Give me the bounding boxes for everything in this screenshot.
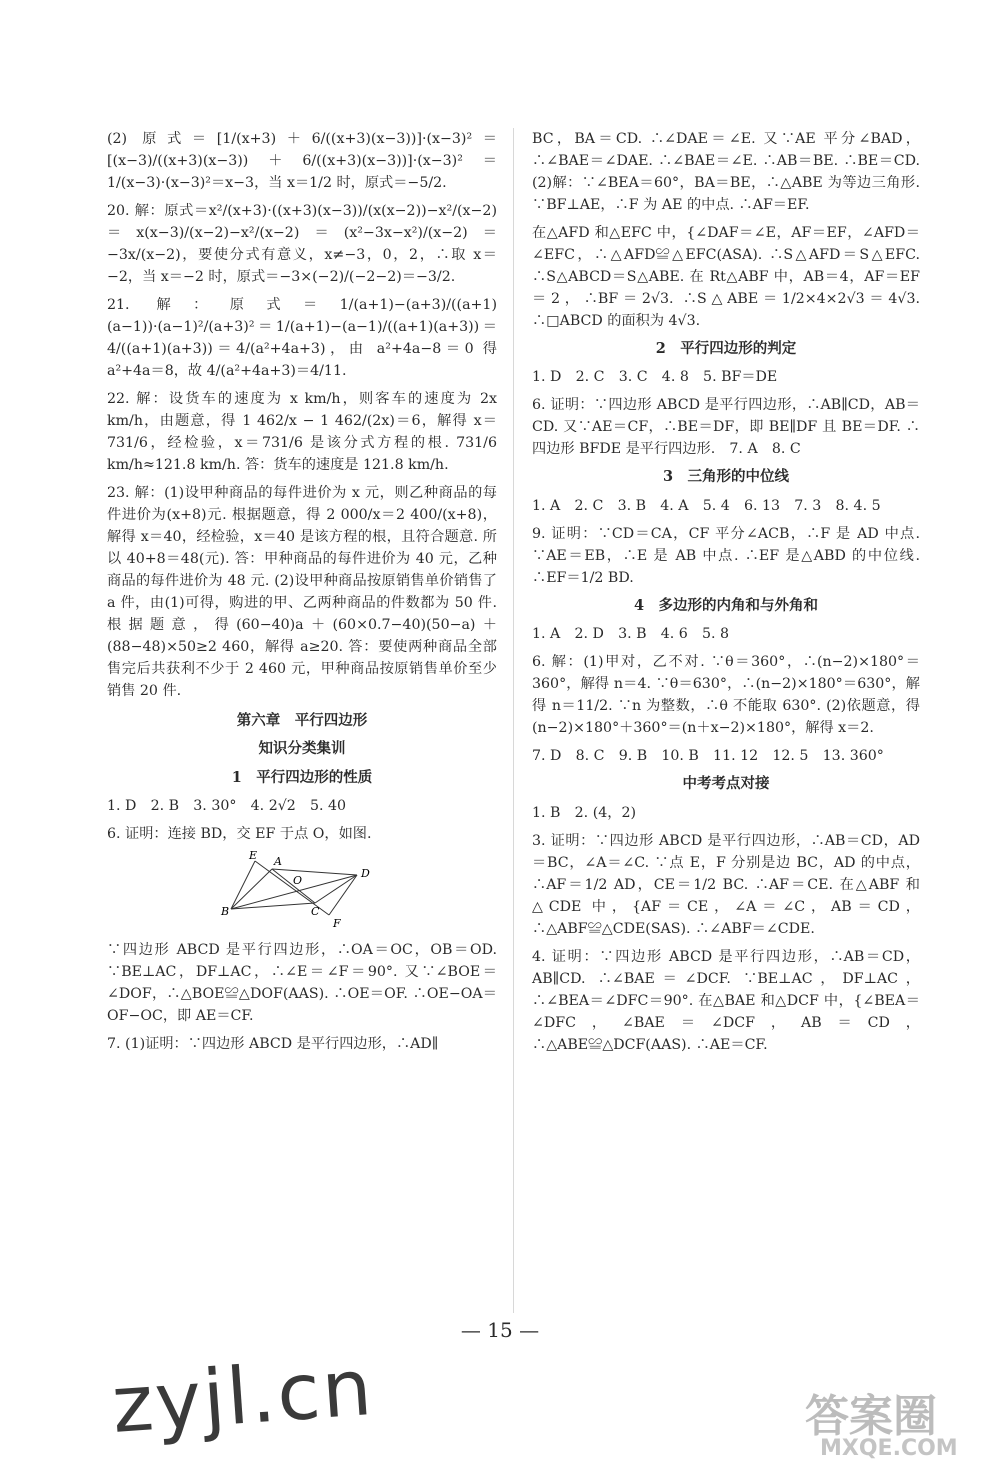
left-paragraph-12: 7. (1)证明：∵四边形 ABCD 是平行四边形，∴AD∥ (107, 1036, 439, 1053)
right-column (532, 128, 920, 1062)
figure-label-O: O (293, 874, 303, 888)
left-paragraph-11: ∵四边形 ABCD 是平行四边形，∴OA＝OC，OB＝OD. ∵BE⊥AC，DF⊥AC，∴∠E＝∠F＝90°. 又∵∠BOE＝∠DOF，∴△BOE≌△DOF(AAS). ∴OE＝OF. ∴OE−OA＝OF−OC，即 AE＝CF. (107, 942, 497, 1025)
right-paragraph-0: BC，BA＝CD. ∴∠DAE＝∠E. 又∵AE 平分∠BAD，∴∠BAE＝∠DAE. ∴∠BAE＝∠E. ∴AB＝BE. ∴BE＝CD. (2)解：∵∠BEA＝60°，BA＝BE，∴△ABE 为等边三角形. ∵BF⊥AE，∴F 为 AE 的中点. ∴AF＝EF. (532, 131, 920, 213)
figure-label-B: B (221, 905, 230, 919)
watermark-mxqe: MXQE.COM (820, 1436, 958, 1461)
right-paragraph-6: 1. A 2. C 3. B 4. A 5. 4 6. 13 7. 3 8. 4. 5 (532, 497, 881, 514)
right-paragraph-15: 4. 证明：∵四边形 ABCD 是平行四边形，∴AB＝CD，AB∥CD. ∴∠BAE＝∠DCF. ∵BE⊥AC，DF⊥AC，∴∠BEA＝∠DFC＝90°. 在△BAE 和△DCF 中，{∠BEA＝∠DFC，∠BAE＝∠DCF，AB＝CD，∴△ABE≌△DCF(AAS). ∴AE＝CF. (532, 948, 920, 1053)
left-paragraph-2: 21. 解：原式＝1/(a+1)−(a+3)/((a+1)(a−1))·(a−1)²/(a+3)²＝1/(a+1)−(a−1)/((a+1)(a+3))＝4/((a+1)(a+3))＝4/(a²+4a+3)，由 a²+4a−8＝0 得 a²+4a＝8，故 4/(a²+4a+3)＝4/11. (107, 297, 497, 379)
right-paragraph-11: 7. D 8. C 9. B 10. B 11. 12 12. 5 13. 360° (532, 748, 884, 765)
right-paragraph-1: 在△AFD 和△EFC 中，{∠DAF＝∠E，AF＝EF，∠AFD＝∠EFC，∴△AFD≌△EFC(ASA). ∴S△AFD＝S△EFC. ∴S△ABCD＝S△ABE. 在 Rt△ABF 中，AB＝4，AF＝EF＝2，∴BF＝2√3. ∴S△ABE＝1/2×4×2√3＝4√3. ∴□ABCD 的面积为 4√3. (532, 225, 920, 329)
left-heading-6: 知识分类集训 (258, 740, 346, 758)
right-heading-5: 3 三角形的中位线 (662, 468, 790, 486)
right-paragraph-9: 1. A 2. D 3. B 4. 6 5. 8 (532, 626, 730, 643)
figure-segment-BE (231, 861, 255, 909)
left-paragraph-3: 22. 解：设货车的速度为 x km/h，则客车的速度为 2x km/h，由题意，得 1 462/x − 1 462/(2x)＝6，解得 x＝731/6，经检验，x＝731/6 是该分式方程的根. 731/6 km/h≈121.8 km/h. 答：货车的速度是 121.8 km/h. (107, 391, 497, 473)
right-heading-2: 2 平行四边形的判定 (655, 340, 797, 357)
right-paragraph-7: 9. 证明：∵CD＝CA，CF 平分∠ACB，∴F 是 AD 中点. ∵AE＝EB，∴E 是 AB 中点. ∴EF 是△ABD 的中位线. ∴EF＝1/2 BD. (532, 525, 920, 586)
left-heading-7: 1 平行四边形的性质 (231, 768, 373, 786)
right-paragraph-4: 6. 证明：∵四边形 ABCD 是平行四边形，∴AB∥CD，AB＝CD. 又∵AE＝CF，∴BE＝DF，即 BE∥DF 且 BE＝DF. ∴四边形 BFDE 是平行四边形. 7. A 8. C (532, 397, 921, 458)
left-paragraph-8: 1. D 2. B 3. 30° 4. 2√2 5. 40 (107, 798, 347, 815)
right-paragraph-13: 1. B 2. (4，2) (532, 804, 637, 821)
watermark-zyjl: zyjl.cn (109, 1342, 377, 1452)
left-column (107, 128, 497, 1061)
right-paragraph-3: 1. D 2. C 3. C 4. 8 5. BF＝DE (532, 369, 778, 386)
figure-label-E: E (249, 851, 258, 863)
figure-segment-AD (272, 869, 357, 875)
figure-segment-DC (315, 875, 357, 903)
left-heading-5: 第六章 平行四边形 (236, 712, 368, 729)
right-paragraph-10: 6. 解：(1)甲对，乙不对. ∵θ＝360°，∴(n−2)×180°＝360°，解得 n＝4. ∵θ＝630°，∴(n−2)×180°＝630°，解得 n＝11/2. ∵n 为整数，∴θ 不能取 630°. (2)依题意，得(n−2)×180°＋360°＝(n＋x−2)×180°，解得 x＝2. (532, 654, 920, 737)
column-divider (513, 128, 514, 1313)
watermark-daanquan: 答案圈 (805, 1391, 937, 1442)
page-number: — 15 — (460, 1318, 540, 1342)
left-paragraph-1: 20. 解：原式＝x²/(x+3)·((x+3)(x−3))/(x(x−2))−x²/(x−2)＝x(x−3)/(x−2)−x²/(x−2)＝(x²−3x−x²)/(x−2)＝−3x/(x−2)，要使分式有意义，x≠−3，0，2，∴取 x＝−2，当 x＝−2 时，原式＝−3×(−2)/(−2−2)＝−3/2. (107, 203, 497, 285)
figure-label-D: D (361, 867, 370, 881)
right-heading-12: 中考考点对接 (682, 775, 770, 793)
left-paragraph-0: (2) 原式＝[1/(x+3)＋6/((x+3)(x−3))]·(x−3)²＝[(x−3)/((x+3)(x−3))＋6/((x+3)(x−3))]·(x−3)²＝1/(x−3)·(x−3)²＝x−3，当 x＝1/2 时，原式＝−5/2. (107, 131, 497, 191)
figure-label-C: C (311, 905, 320, 919)
figure-label-A: A (274, 855, 282, 869)
left-paragraph-9: 6. 证明：连接 BD，交 EF 于点 O，如图. (107, 826, 372, 843)
left-paragraph-4: 23. 解：(1)设甲种商品的每件进价为 x 元，则乙种商品的每件进价为(x+8)元. 根据题意，得 2 000/x＝2 400/(x+8)，解得 x＝40，经检验，x＝40 是该方程的根，且符合题意. 所以 40+8＝48(元). 答：甲种商品的每件进价为 40 元，乙种商品的每件进价为 48 元. (2)设甲种商品按原销售单价销售了 a 件，由(1)可得，购进的甲、乙两种商品的件数都为 50 件. 根据题意，得(60−40)a＋(60×0.7−40)(50−a)＋(88−48)×50≥2 460，解得 a≥20. 答：要使两种商品全部售完后共获利不少于 2 460 元，甲种商品按原销售单价至少销售 20 件. (107, 485, 497, 699)
right-paragraph-14: 3. 证明：∵四边形 ABCD 是平行四边形，∴AB＝CD，AD＝BC，∠A＝∠C. ∵点 E，F 分别是边 BC，AD 的中点，∴AF＝1/2 AD，CE＝1/2 BC. ∴AF＝CE. 在△ABF 和△CDE 中，{AF＝CE，∠A＝∠C，AB＝CD，∴△ABF≌△CDE(SAS). ∴∠ABF＝∠CDE. (532, 832, 920, 937)
right-heading-8: 4 多边形的内角和与外角和 (633, 596, 819, 614)
figure-label-F: F (333, 917, 341, 931)
parallelogram-figure (217, 851, 387, 931)
